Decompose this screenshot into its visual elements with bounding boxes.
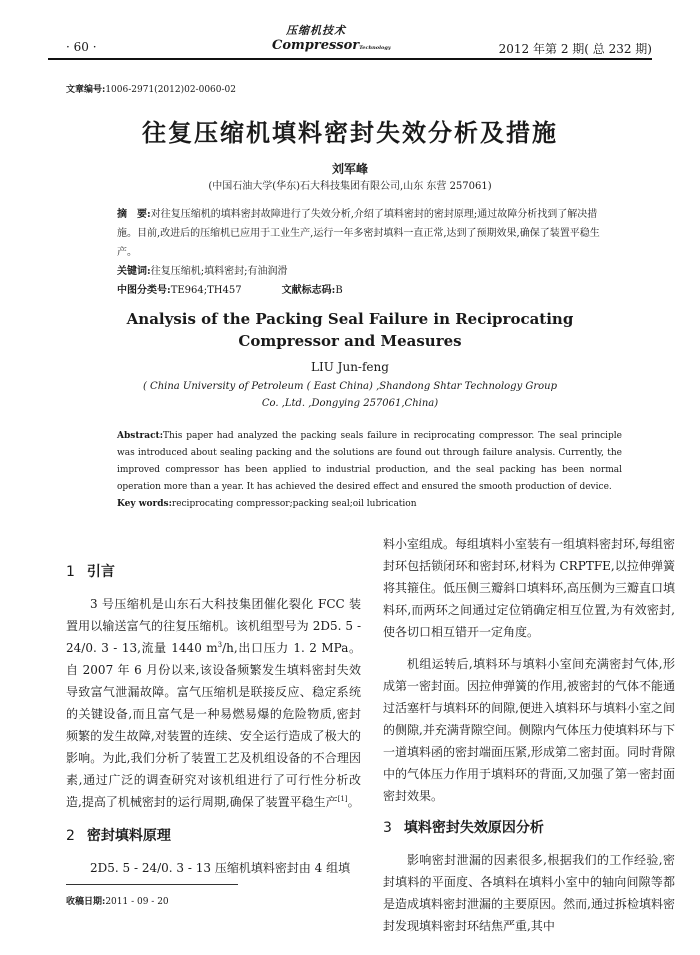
journal-title-en-small: Technology (359, 45, 391, 51)
section-3-paragraph: 影响密封泄漏的因素很多,根据我们的工作经验,密封填料的平面度、各填料在填料小室中的轴向间隙等都是造成填料密封泄漏的主要原因。然而,通过拆检填料密封发现填料密封环结焦严重,其中 (383, 853, 675, 933)
keywords-en: Key words:reciprocating compressor;packing seal;oil lubrication (117, 499, 417, 509)
journal-logo (272, 22, 391, 58)
footnote-rule (66, 884, 238, 885)
left-column (66, 561, 361, 879)
page-number: · 60 · (66, 40, 97, 54)
section-2-paragraph-start: 2D5. 5 - 24/0. 3 - 13 压缩机填料密封由 4 组填 (90, 861, 351, 875)
affiliation-cn: (中国石油大学(华东)石大科技集团有限公司,山东 东营 257061) (208, 181, 492, 192)
abstract-cn (117, 205, 617, 300)
section-2-heading: 2 密封填料原理 (66, 828, 171, 844)
author-en: LIU Jun-feng (311, 360, 389, 374)
affiliation-en: ( China University of Petroleum ( East China) ,Shandong Shtar Technology Group Co. ,Ltd. ,Dongying 257061,China) (142, 381, 558, 409)
section-3-heading: 3 填料密封失效原因分析 (383, 820, 544, 836)
author-cn: 刘军峰 (331, 162, 368, 176)
journal-title-cn: 压缩机技术 (286, 24, 346, 37)
abstract-en-text: Abstract:This paper had analyzed the packing seals failure in reciprocating compressor. The seal principle was introduced about sealing packing and the solutions are found out through failure analysis. Currently, the improved compressor has been applied to industrial production, and the seal packing has been normal operation more than a year. It has achieved the desired effect and ensured the smooth production of device. (117, 431, 622, 492)
keywords-cn: 关键词:往复压缩机;填料密封;有油润滑 (117, 266, 288, 277)
header-rule (48, 58, 652, 60)
section-2-paragraph-continued: 料小室组成。每组填料小室装有一组填料密封环,每组密封环包括锁闭环和密封环,材料为 CRPTFE,以拉伸弹簧将其箍住。低压侧三瓣斜口填料环,高压侧为三瓣直口填料环,而两环之间通过定位销确定相互位置,为有效密封,使各切口相互错开一定角度。 (383, 537, 675, 639)
section-1-paragraph: 3 号压缩机是山东石大科技集团催化裂化 FCC 装置用以输送富气的往复压缩机。该机组型号为 2D5. 5 - 24/0. 3 - 13,流量 1440 $m^3/h$,出口压力 1. 2 MPa。自 2007 年 6 月份以来,该设备频繁发生填料密封失效导致富气泄漏故障。富气压缩机是联接反应、稳定系统的关键设备,而且富气是一种易燃易爆的危险物质,密封频繁的发生故障,对装置的连续、安全运行造成了极大的影响。为此,我们分析了装置工艺及机组设备的不合理因素,通过广泛的调查研究对该机组进行了可行性分析改造,提高了机械密封的运行周期,确保了装置平稳生产[1]。 (66, 597, 362, 809)
classification-cn: 中图分类号:TE964;TH457 文献标志码:B (117, 285, 343, 296)
right-column (383, 533, 675, 937)
received-date: 收稿日期:2011 - 09 - 20 (66, 897, 169, 907)
abstract-cn-text: 摘 要:对往复压缩机的填料密封故障进行了失效分析,介绍了填料密封的密封原理;通过故障分析找到了解决措施。目前,改进后的压缩机已应用于工业生产,运行一年多密封填料一直正常,达到了预期效果,确保了装置平稳生产。 (117, 209, 600, 258)
section-1-heading: 1 引言 (66, 564, 115, 580)
title-cn: 往复压缩机填料密封失效分析及措施 (142, 118, 558, 147)
abstract-en (117, 428, 622, 513)
article-number: 文章编号:1006-2971(2012)02-0060-02 (66, 85, 236, 95)
title-en: Analysis of the Packing Seal Failure in Reciprocating Compressor and Measures (126, 310, 574, 350)
issue-info: 2012 年第 2 期( 总 232 期) (498, 42, 652, 56)
section-2-paragraph-2: 机组运转后,填料环与填料小室间充满密封气体,形成第一密封面。因拉伸弹簧的作用,被密封的气体不能通过活塞杆与填料环的间隙,便进入填料环与填料小室之间的侧隙,并充满背隙空间。侧隙内气体压力使填料环与下一道填料函的密封端面压紧,形成第二密封面。同时背隙中的气体压力作用于填料环的背面,又加强了第一密封面密封效果。 (383, 657, 675, 803)
journal-title-en: CompressorTechnology (272, 38, 391, 53)
